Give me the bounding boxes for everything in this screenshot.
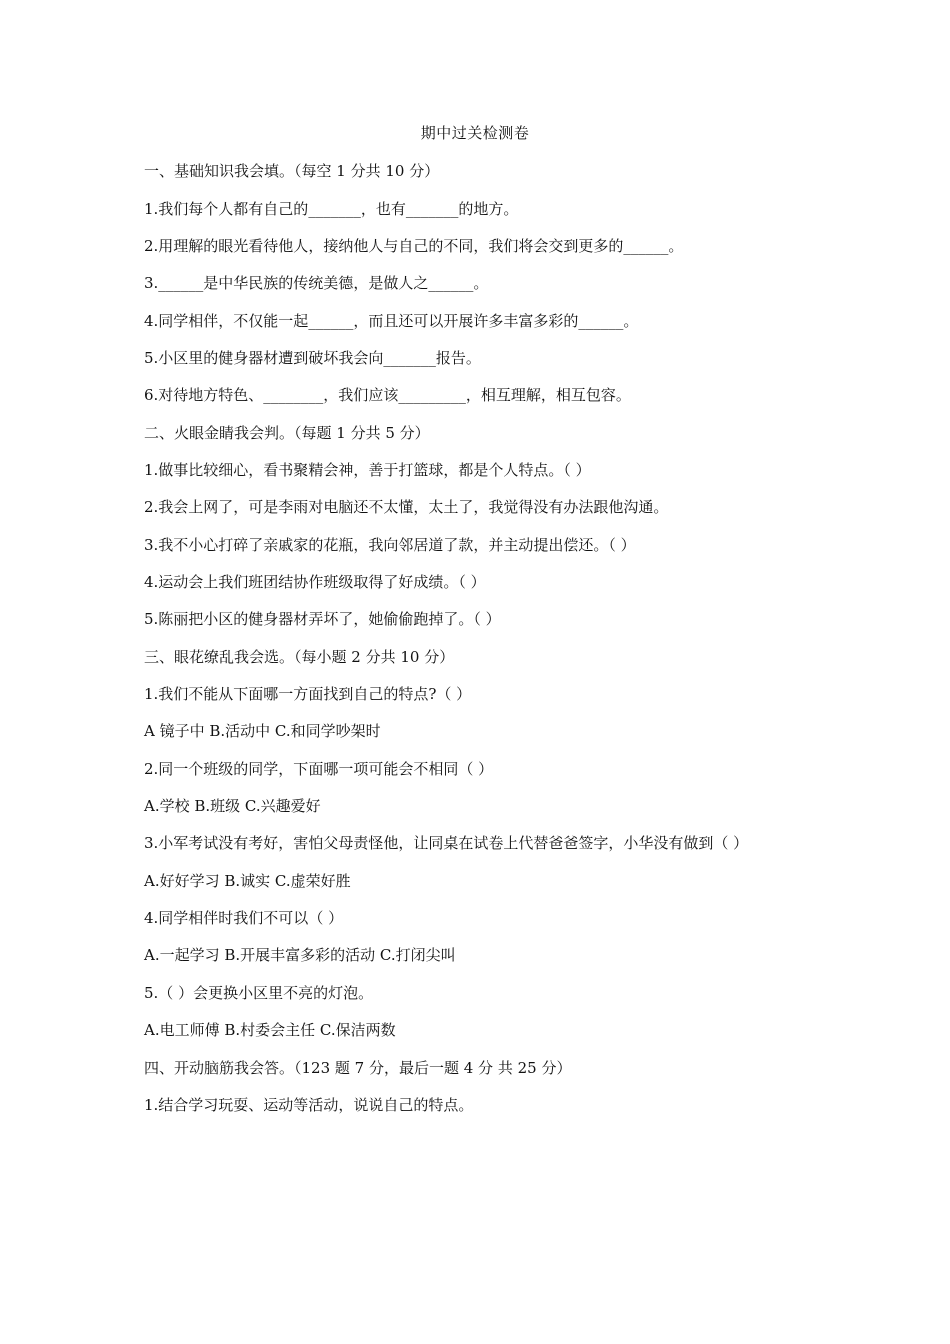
page-title: 期中过关检测卷 — [420, 124, 530, 142]
question-line: 1.结合学习玩耍、运动等活动，说说自己的特点。 — [144, 1096, 474, 1114]
section-heading: 一、基础知识我会填。（每空 1 分共 10 分） — [144, 162, 440, 180]
question-line: 4.运动会上我们班团结协作班级取得了好成绩。（ ） — [144, 573, 486, 591]
section-heading: 二、火眼金睛我会判。（每题 1 分共 5 分） — [144, 424, 430, 442]
question-line: 3.______是中华民族的传统美德，是做人之______。 — [144, 274, 489, 292]
question-line: 2.用理解的眼光看待他人，接纳他人与自己的不同，我们将会交到更多的______。 — [144, 237, 684, 255]
answer-options: A 镜子中 B.活动中 C.和同学吵架时 — [144, 722, 381, 740]
answer-options: A.好好学习 B.诚实 C.虚荣好胜 — [144, 872, 351, 890]
answer-options: A.一起学习 B.开展丰富多彩的活动 C.打闭尖叫 — [144, 946, 456, 964]
question-line: 2.我会上网了，可是李雨对电脑还不太懂，太土了，我觉得没有办法跟他沟通。 — [144, 498, 669, 516]
question-line: 3.我不小心打碎了亲戚家的花瓶，我向邻居道了款，并主动提出偿还。（ ） — [144, 536, 636, 554]
question-line: 1.做事比较细心，看书聚精会神，善于打篮球，都是个人特点。（ ） — [144, 461, 591, 479]
question-line: 5.小区里的健身器材遭到破坏我会向_______报告。 — [144, 349, 481, 367]
question-line: 6.对待地方特色、________，我们应该_________，相互理解，相互包容。 — [144, 386, 631, 404]
section-heading: 四、开动脑筋我会答。（123 题 7 分，最后一题 4 分 共 25 分） — [144, 1059, 572, 1077]
question-line: 3.小军考试没有考好，害怕父母责怪他，让同桌在试卷上代替爸爸签字，小华没有做到（ ） — [144, 834, 749, 852]
question-line: 5.陈丽把小区的健身器材弄坏了，她偷偷跑掉了。（ ） — [144, 610, 501, 628]
answer-options: A.学校 B.班级 C.兴趣爱好 — [144, 797, 321, 815]
question-line: 4.同学相伴，不仅能一起______，而且还可以开展许多丰富多彩的______。 — [144, 312, 639, 330]
section-heading: 三、眼花缭乱我会选。（每小题 2 分共 10 分） — [144, 648, 455, 666]
question-line: 2.同一个班级的同学，下面哪一项可能会不相同（ ） — [144, 760, 494, 778]
answer-options: A.电工师傅 B.村委会主任 C.保洁两数 — [144, 1021, 396, 1039]
question-line: 1.我们不能从下面哪一方面找到自己的特点?（ ） — [144, 685, 472, 703]
question-line: 1.我们每个人都有自己的_______，也有_______的地方。 — [144, 200, 519, 218]
question-line: 5.（ ）会更换小区里不亮的灯泡。 — [144, 984, 374, 1002]
question-line: 4.同学相伴时我们不可以（ ） — [144, 909, 344, 927]
